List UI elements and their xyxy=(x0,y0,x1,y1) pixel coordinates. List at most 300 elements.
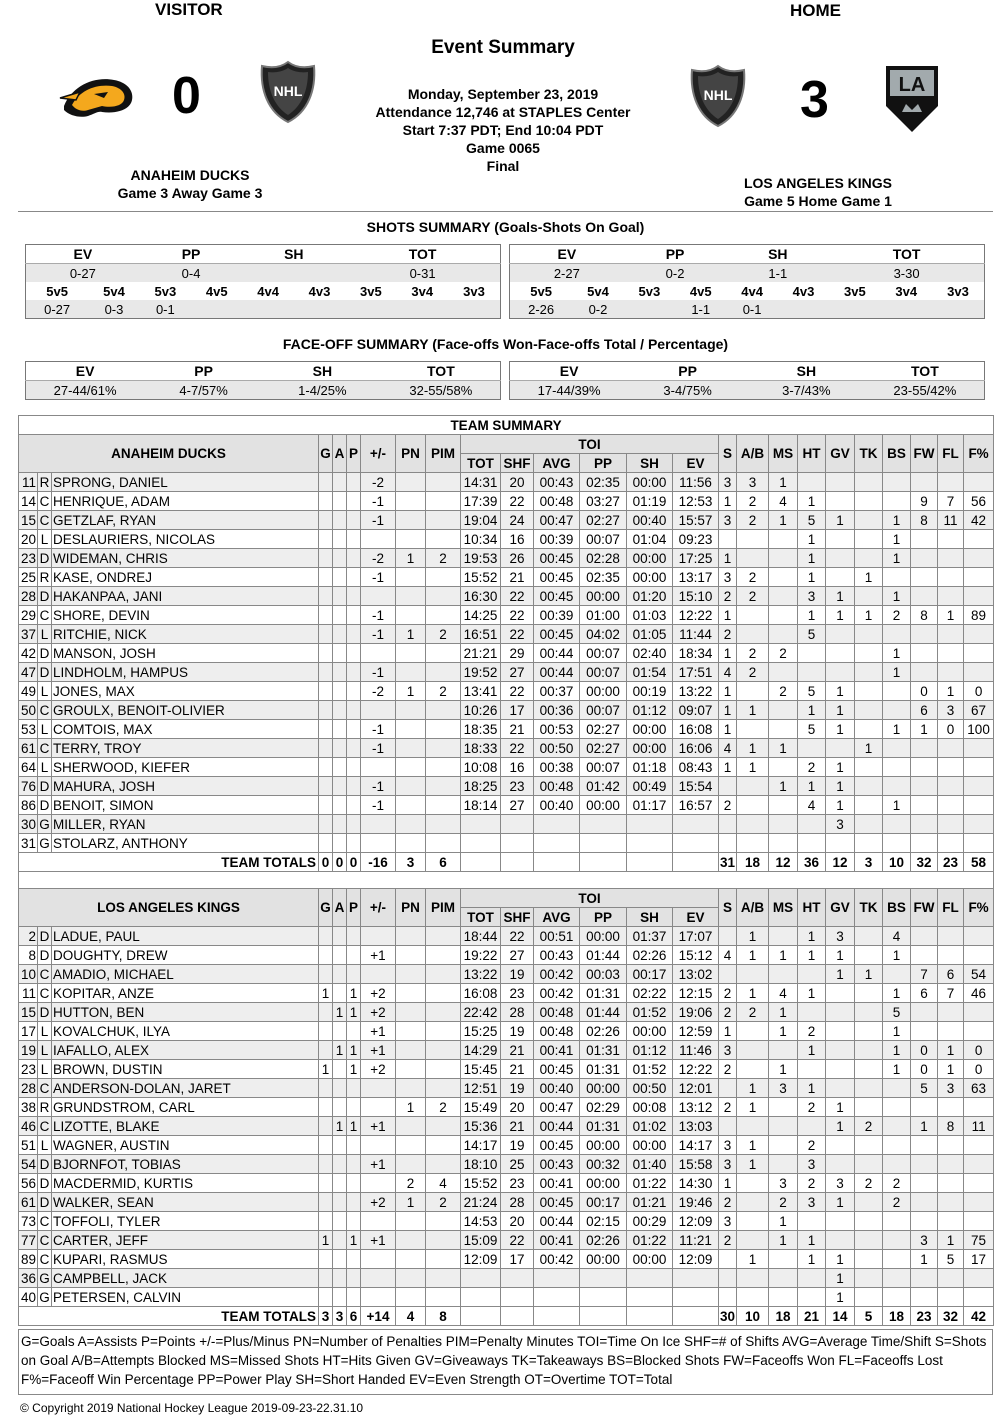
team-summary-table xyxy=(18,415,994,1326)
stat-cell xyxy=(426,758,461,777)
total-cell xyxy=(673,853,719,872)
col-head: SH xyxy=(627,454,673,473)
stat-cell xyxy=(938,1193,964,1212)
stat-cell: 2 xyxy=(719,1193,737,1212)
stat-cell xyxy=(319,1269,333,1288)
shots-value xyxy=(242,264,345,283)
stat-cell: 14:29 xyxy=(461,1041,501,1060)
stat-cell xyxy=(798,739,826,758)
stat-cell: 14:17 xyxy=(461,1136,501,1155)
stat-cell: 1 xyxy=(883,549,911,568)
stat-cell: 5 xyxy=(798,682,826,701)
stat-cell: 1 xyxy=(883,530,911,549)
total-cell xyxy=(627,853,673,872)
stat-cell xyxy=(347,587,361,606)
col-head: TK xyxy=(855,435,883,473)
stat-cell: 7 xyxy=(938,492,964,511)
stat-cell: 19:22 xyxy=(461,946,501,965)
player-name: IAFALLO, ALEX xyxy=(52,1041,319,1060)
stat-cell xyxy=(911,796,938,815)
stat-cell: 18:35 xyxy=(461,720,501,739)
stat-cell xyxy=(883,1231,911,1250)
faceoff-head: TOT xyxy=(866,362,985,381)
total-cell: 14 xyxy=(826,1307,855,1326)
player-row xyxy=(19,1288,994,1307)
stat-cell: 00:00 xyxy=(627,739,673,758)
stat-cell xyxy=(964,663,994,682)
stat-cell: 00:07 xyxy=(580,701,627,720)
stat-cell xyxy=(911,1136,938,1155)
stat-cell xyxy=(883,1269,911,1288)
stat-cell xyxy=(319,777,333,796)
player-position: G xyxy=(39,835,50,851)
total-cell: 3 xyxy=(396,853,426,872)
stat-cell: 22 xyxy=(501,492,534,511)
stat-cell xyxy=(396,492,426,511)
stat-cell xyxy=(719,1269,737,1288)
stat-cell xyxy=(826,1041,855,1060)
player-position: L xyxy=(38,720,52,739)
total-cell xyxy=(501,853,534,872)
stat-cell xyxy=(737,1231,769,1250)
stat-cell xyxy=(737,549,769,568)
stat-cell xyxy=(719,834,737,853)
total-cell: 3 xyxy=(855,853,883,872)
shots-value: 3-30 xyxy=(829,264,984,283)
visitor-team-name: ANAHEIM DUCKS xyxy=(130,167,250,183)
stat-cell xyxy=(673,1269,719,1288)
shots-sub-head: 3v4 xyxy=(411,283,434,299)
stat-cell xyxy=(855,758,883,777)
player-name: WALKER, SEAN xyxy=(52,1193,319,1212)
stat-cell xyxy=(938,1174,964,1193)
stat-cell: 13:17 xyxy=(673,568,719,587)
stat-cell: 0 xyxy=(964,1060,994,1079)
player-name: SHERWOOD, KIEFER xyxy=(52,758,319,777)
stat-cell xyxy=(347,1155,361,1174)
player-number: 19 xyxy=(19,1041,38,1060)
stat-cell xyxy=(964,1155,994,1174)
stat-cell: -1 xyxy=(361,511,396,530)
stat-cell xyxy=(826,663,855,682)
stat-cell: 7 xyxy=(911,965,938,984)
shots-head: SH xyxy=(242,245,345,264)
stat-cell xyxy=(737,796,769,815)
col-head: EV xyxy=(673,908,719,927)
faceoff-value: 17-44/39% xyxy=(510,381,629,400)
player-name: MANSON, JOSH xyxy=(52,644,319,663)
player-number: 10 xyxy=(19,965,38,984)
stat-cell xyxy=(396,946,426,965)
stat-cell xyxy=(938,1212,964,1231)
stat-cell xyxy=(964,946,994,965)
home-team-name: LOS ANGELES KINGS xyxy=(743,175,893,191)
stat-cell: 3 xyxy=(938,1079,964,1098)
stat-cell: 01:31 xyxy=(580,1041,627,1060)
stat-cell xyxy=(396,1117,426,1136)
stat-cell xyxy=(769,758,798,777)
stat-cell: 5 xyxy=(798,625,826,644)
shots-sub-value xyxy=(624,300,675,319)
stat-cell xyxy=(883,1250,911,1269)
player-name: LIZOTTE, BLAKE xyxy=(52,1117,319,1136)
total-cell xyxy=(580,1307,627,1326)
stat-cell xyxy=(347,946,361,965)
stat-cell: 01:18 xyxy=(627,758,673,777)
stat-cell: 01:37 xyxy=(627,927,673,946)
stat-cell: 2 xyxy=(737,587,769,606)
stat-cell: 8 xyxy=(911,606,938,625)
stat-cell xyxy=(911,1269,938,1288)
shots-sub-head: 4v5 xyxy=(689,283,712,299)
stat-cell: 1 xyxy=(737,946,769,965)
stat-cell xyxy=(826,1060,855,1079)
stat-cell xyxy=(938,473,964,492)
stat-cell xyxy=(737,1174,769,1193)
stat-cell xyxy=(964,644,994,663)
stat-cell: 13:22 xyxy=(673,682,719,701)
stat-cell xyxy=(426,1117,461,1136)
player-position: L xyxy=(38,1136,52,1155)
shots-sub-value xyxy=(345,300,396,319)
stat-cell: 2 xyxy=(719,1003,737,1022)
stat-cell xyxy=(319,739,333,758)
stat-cell xyxy=(347,1098,361,1117)
stat-cell xyxy=(426,1003,461,1022)
total-cell xyxy=(673,1307,719,1326)
stat-cell xyxy=(737,1212,769,1231)
stat-cell: 02:27 xyxy=(580,720,627,739)
stat-cell xyxy=(964,1003,994,1022)
player-number: 11 xyxy=(19,473,38,492)
stat-cell: 15:49 xyxy=(461,1098,501,1117)
stat-cell: 00:07 xyxy=(580,644,627,663)
stat-cell xyxy=(333,625,347,644)
stat-cell xyxy=(938,1098,964,1117)
stat-cell: 00:39 xyxy=(534,606,580,625)
stat-cell: 1 xyxy=(396,549,426,568)
stat-cell xyxy=(911,1022,938,1041)
shots-head-row xyxy=(26,245,501,264)
stat-cell: 17:07 xyxy=(673,927,719,946)
faceoff-value: 4-7/57% xyxy=(144,381,263,400)
stat-cell xyxy=(911,587,938,606)
stat-cell xyxy=(855,1060,883,1079)
stat-cell xyxy=(319,1117,333,1136)
stat-cell xyxy=(396,663,426,682)
stat-cell: 1 xyxy=(883,663,911,682)
stat-cell: 00:48 xyxy=(534,777,580,796)
stat-cell xyxy=(911,1155,938,1174)
stat-cell: 01:44 xyxy=(580,1003,627,1022)
stat-cell xyxy=(855,492,883,511)
team-totals-row xyxy=(19,853,994,872)
player-row xyxy=(19,758,994,777)
player-number: 61 xyxy=(19,739,38,758)
shots-sub-value xyxy=(778,300,829,319)
stat-cell xyxy=(855,984,883,1003)
player-row xyxy=(19,511,994,530)
stat-cell xyxy=(964,473,994,492)
stat-cell: 16:08 xyxy=(673,720,719,739)
stat-cell: 1 xyxy=(737,1098,769,1117)
stat-cell xyxy=(347,682,361,701)
stat-cell xyxy=(319,606,333,625)
stat-cell xyxy=(938,1288,964,1307)
stat-cell: 89 xyxy=(964,606,994,625)
faceoff-head-row xyxy=(510,362,985,381)
stat-cell: -1 xyxy=(361,568,396,587)
player-number: 51 xyxy=(19,1136,38,1155)
home-game-line: Game 5 Home Game 1 xyxy=(744,193,892,209)
stat-cell: 00:00 xyxy=(627,720,673,739)
stat-cell: 22 xyxy=(501,606,534,625)
game-info xyxy=(330,85,676,175)
player-name: TERRY, TROY xyxy=(52,739,319,758)
stat-cell xyxy=(319,492,333,511)
stat-cell: 18:10 xyxy=(461,1155,501,1174)
stat-cell: 1 xyxy=(938,682,964,701)
stat-cell: 22 xyxy=(501,739,534,758)
stat-cell xyxy=(911,1212,938,1231)
stat-cell: 00:00 xyxy=(580,682,627,701)
stat-cell xyxy=(911,568,938,587)
stat-cell xyxy=(396,720,426,739)
stat-cell xyxy=(333,720,347,739)
stat-cell: 1 xyxy=(883,946,911,965)
stat-cell: 1 xyxy=(883,644,911,663)
stat-cell: 13:02 xyxy=(673,965,719,984)
stat-cell xyxy=(719,965,737,984)
stat-cell: 3 xyxy=(719,1155,737,1174)
col-head: A/B xyxy=(737,435,769,473)
shots-value: 1-1 xyxy=(726,264,829,283)
stat-cell: 15:54 xyxy=(673,777,719,796)
stat-cell xyxy=(964,1193,994,1212)
shots-sub-value xyxy=(881,300,932,319)
stat-cell: 1 xyxy=(883,796,911,815)
stat-cell xyxy=(333,1269,347,1288)
stat-cell xyxy=(426,834,461,853)
stat-cell: 2 xyxy=(737,568,769,587)
stat-cell: 22:42 xyxy=(461,1003,501,1022)
total-cell: 12 xyxy=(769,853,798,872)
player-position: D xyxy=(38,663,52,682)
stat-cell xyxy=(798,1269,826,1288)
col-head: BS xyxy=(883,889,911,927)
stat-cell: 10:34 xyxy=(461,530,501,549)
player-number: 36 xyxy=(19,1269,38,1288)
stat-cell xyxy=(737,1288,769,1307)
shots-sub-head: 3v3 xyxy=(463,283,485,299)
stat-cell: 1 xyxy=(798,530,826,549)
stat-cell: 01:20 xyxy=(627,587,673,606)
col-head: S xyxy=(719,435,737,473)
player-row xyxy=(19,530,994,549)
stat-cell xyxy=(347,625,361,644)
stat-cell: 0 xyxy=(911,682,938,701)
stat-cell xyxy=(580,834,627,853)
stat-cell: 16:06 xyxy=(673,739,719,758)
stat-cell: 22 xyxy=(501,682,534,701)
stat-cell xyxy=(319,1212,333,1231)
stat-cell: 1 xyxy=(347,1117,361,1136)
stat-cell xyxy=(883,834,911,853)
stat-cell xyxy=(737,682,769,701)
stat-cell: 1 xyxy=(826,1250,855,1269)
col-head: PN xyxy=(396,435,426,473)
total-cell: 18 xyxy=(883,1307,911,1326)
stat-cell: 01:22 xyxy=(627,1231,673,1250)
player-name: PETERSEN, CALVIN xyxy=(52,1288,319,1307)
player-number: 15 xyxy=(19,1003,38,1022)
player-position: C xyxy=(38,701,52,720)
stat-cell: 3 xyxy=(719,473,737,492)
stat-cell xyxy=(396,1250,426,1269)
player-row xyxy=(19,1193,994,1212)
stat-cell: 01:44 xyxy=(580,946,627,965)
stat-cell xyxy=(769,701,798,720)
stat-cell: 9 xyxy=(911,492,938,511)
total-cell: 0 xyxy=(333,853,347,872)
stat-cell xyxy=(883,739,911,758)
faceoff-value: 32-55/58% xyxy=(382,381,501,400)
faceoff-head: SH xyxy=(747,362,866,381)
stat-cell: 11 xyxy=(938,511,964,530)
stat-cell xyxy=(361,927,396,946)
stat-cell xyxy=(719,927,737,946)
stat-cell xyxy=(333,1060,347,1079)
stat-cell: 1 xyxy=(826,946,855,965)
stat-cell: 5 xyxy=(911,1079,938,1098)
stat-cell: 00:42 xyxy=(534,965,580,984)
stat-cell xyxy=(855,663,883,682)
stat-cell xyxy=(347,701,361,720)
stat-cell xyxy=(769,1098,798,1117)
col-head: AVG xyxy=(534,908,580,927)
stat-cell xyxy=(911,834,938,853)
stat-cell: 16 xyxy=(501,530,534,549)
player-name: HUTTON, BEN xyxy=(52,1003,319,1022)
stat-cell: 00:00 xyxy=(580,1136,627,1155)
stat-cell xyxy=(333,1193,347,1212)
player-position: D xyxy=(38,1003,52,1022)
stat-cell xyxy=(426,511,461,530)
player-position: D xyxy=(38,644,52,663)
col-head: +/- xyxy=(361,889,396,927)
player-number: 23 xyxy=(19,549,38,568)
stat-cell: 00:44 xyxy=(534,663,580,682)
home-label: HOME xyxy=(790,1,841,20)
stat-cell xyxy=(855,1193,883,1212)
stat-cell: 15:10 xyxy=(673,587,719,606)
stat-cell: 00:45 xyxy=(534,549,580,568)
stat-cell: 15:09 xyxy=(461,1231,501,1250)
stat-cell: 01:02 xyxy=(627,1117,673,1136)
stat-cell: 00:44 xyxy=(534,1212,580,1231)
player-number: 89 xyxy=(19,1250,38,1269)
col-head: PIM xyxy=(426,889,461,927)
stat-cell: 4 xyxy=(769,984,798,1003)
player-row xyxy=(19,1269,994,1288)
stat-cell: 11:44 xyxy=(673,625,719,644)
stat-cell xyxy=(911,1174,938,1193)
total-cell: 58 xyxy=(964,853,994,872)
stat-cell xyxy=(501,834,534,853)
stat-cell xyxy=(319,758,333,777)
stat-cell xyxy=(333,796,347,815)
player-row xyxy=(19,1079,994,1098)
player-name: HAKANPAA, JANI xyxy=(52,587,319,606)
stat-cell xyxy=(938,758,964,777)
stat-cell: 01:05 xyxy=(627,625,673,644)
player-position: L xyxy=(38,1022,52,1041)
stat-cell xyxy=(883,492,911,511)
stat-cell xyxy=(964,530,994,549)
shots-sub-value: 0-1 xyxy=(726,300,777,319)
stat-cell xyxy=(396,1003,426,1022)
stat-cell: 12:01 xyxy=(673,1079,719,1098)
stat-cell: -1 xyxy=(361,777,396,796)
stat-cell xyxy=(769,1155,798,1174)
col-head: GV xyxy=(826,889,855,927)
stat-cell: 1 xyxy=(826,1117,855,1136)
divider xyxy=(18,211,993,212)
stat-cell xyxy=(347,1079,361,1098)
stat-cell: 00:45 xyxy=(534,625,580,644)
stat-cell xyxy=(347,473,361,492)
total-cell xyxy=(580,853,627,872)
total-cell xyxy=(627,1307,673,1326)
stat-cell: 1 xyxy=(826,701,855,720)
stat-cell xyxy=(855,815,883,834)
shots-sub-head: 3v3 xyxy=(947,283,969,299)
stat-cell: 18:33 xyxy=(461,739,501,758)
stat-cell: 10:08 xyxy=(461,758,501,777)
stat-cell xyxy=(911,644,938,663)
stat-cell: 20 xyxy=(501,473,534,492)
stat-cell: 6 xyxy=(911,701,938,720)
player-position: D xyxy=(38,1174,52,1193)
stat-cell: 01:54 xyxy=(627,663,673,682)
stat-cell: 4 xyxy=(883,927,911,946)
stat-cell xyxy=(319,1136,333,1155)
stat-cell: 1 xyxy=(333,1003,347,1022)
stat-cell: 1 xyxy=(769,1003,798,1022)
stat-cell xyxy=(911,663,938,682)
stat-cell xyxy=(855,946,883,965)
stat-cell: 1 xyxy=(737,1136,769,1155)
stat-cell: 18:34 xyxy=(673,644,719,663)
stat-cell: 12:09 xyxy=(673,1212,719,1231)
stat-cell xyxy=(737,1041,769,1060)
player-name: MILLER, RYAN xyxy=(52,815,319,834)
stat-cell: 17 xyxy=(501,1250,534,1269)
shots-value: 0-31 xyxy=(345,264,500,283)
faceoff-summary-visitor xyxy=(25,361,501,400)
player-name: BJORNFOT, TOBIAS xyxy=(52,1155,319,1174)
stat-cell xyxy=(361,1288,396,1307)
stat-cell: 1 xyxy=(737,927,769,946)
stat-cell: 1 xyxy=(737,758,769,777)
stat-cell: 00:37 xyxy=(534,682,580,701)
stat-cell xyxy=(361,701,396,720)
stat-cell: 1 xyxy=(798,568,826,587)
toi-head: TOI xyxy=(461,435,719,454)
stat-cell xyxy=(938,1003,964,1022)
stat-cell xyxy=(798,965,826,984)
stat-cell: 11:46 xyxy=(673,1041,719,1060)
